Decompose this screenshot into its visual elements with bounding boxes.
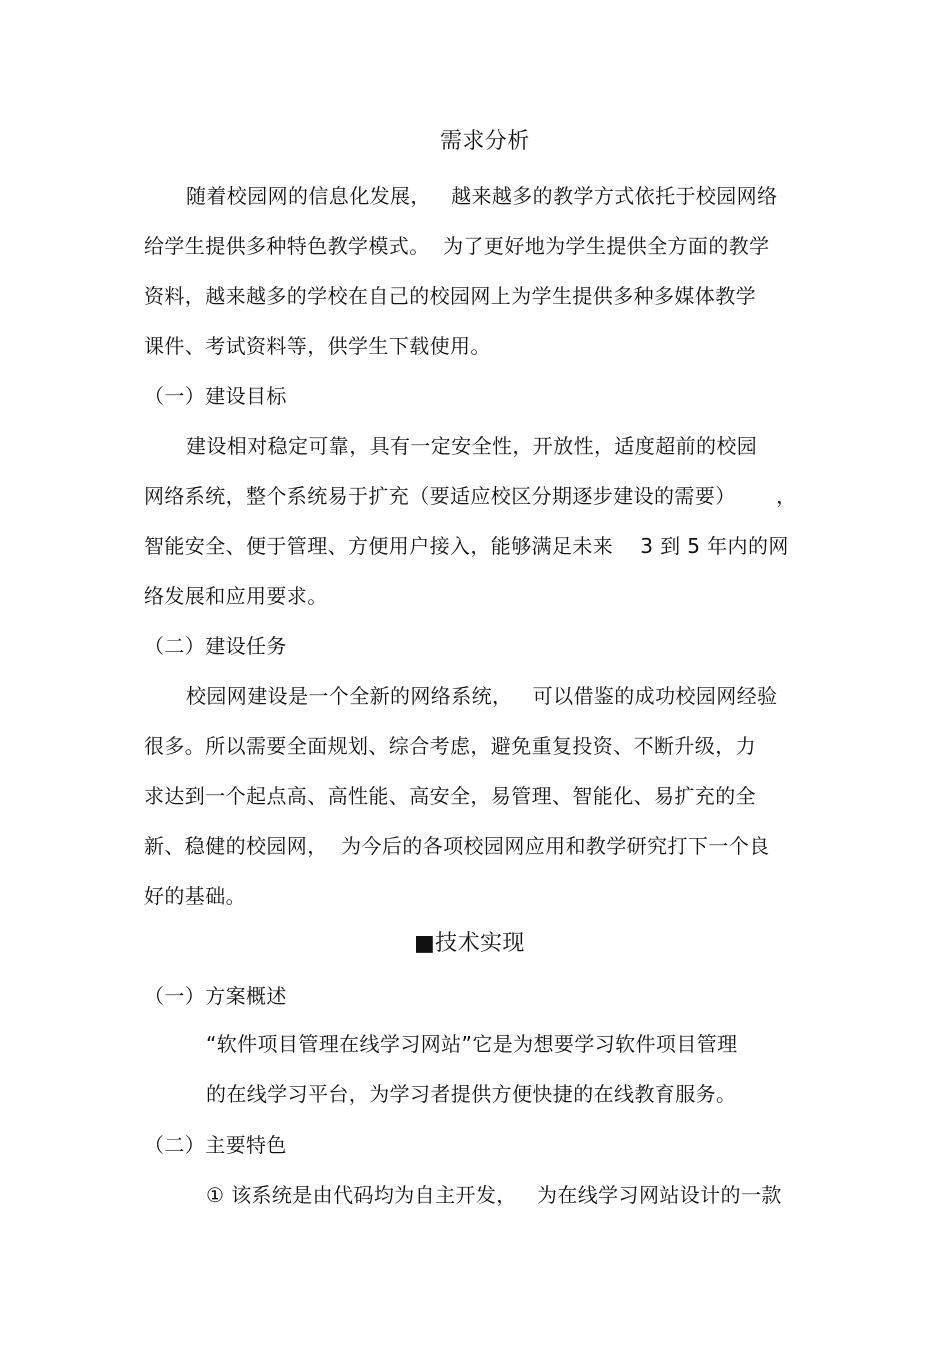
intro-line-3: 资料，越来越多的学校在自己的校园网上为学生提供多种多媒体教学 [144,284,756,308]
features-line-1: ① 该系统是由代码均为自主开发， 为在线学习网站设计的一款 [206,1183,782,1207]
intro-line-1: 随着校园网的信息化发展， 越来越多的教学方式依托于校园网络 [186,184,778,208]
tasks-line-4: 新、稳健的校园网， 为今后的各项校园网应用和教学研究打下一个良 [144,834,770,858]
goals-line-1: 建设相对稳定可靠，具有一定安全性，开放性，适度超前的校园 [186,434,758,458]
intro-line-2: 给学生提供多种特色教学模式。 为了更好地为学生提供全方面的教学 [144,234,770,258]
goals-line-4: 络发展和应用要求。 [144,584,328,608]
section-heading-overview: （一）方案概述 [144,984,287,1008]
goals-line-2: 网络系统，整个系统易于扩充（要适应校区分期逐步建设的需要） ， [144,484,797,508]
tasks-line-5: 好的基础。 [144,884,246,908]
tasks-line-2: 很多。所以需要全面规划、综合考虑，避免重复投资、不断升级，力 [144,734,756,758]
section-heading-tasks: （二）建设任务 [144,634,287,658]
overview-line-1: “软件项目管理在线学习网站”它是为想要学习软件项目管理 [206,1032,738,1056]
page-title: 需求分析 [440,129,530,154]
intro-line-4: 课件、考试资料等，供学生下载使用。 [144,334,491,358]
tasks-line-1: 校园网建设是一个全新的网络系统， 可以借鉴的成功校园网经验 [186,684,778,708]
goals-line-3: 智能安全、便于管理、方便用户接入，能够满足未来 3 到 5 年内的网 [144,534,789,558]
section-heading-features: （二）主要特色 [144,1133,287,1157]
tasks-line-3: 求达到一个起点高、高性能、高安全，易管理、智能化、易扩充的全 [144,784,756,808]
overview-line-2: 的在线学习平台，为学习者提供方便快捷的在线教育服务。 [206,1082,737,1106]
section-heading-goals: （一）建设目标 [144,384,287,408]
section-title-tech: ■技术实现 [414,931,525,956]
